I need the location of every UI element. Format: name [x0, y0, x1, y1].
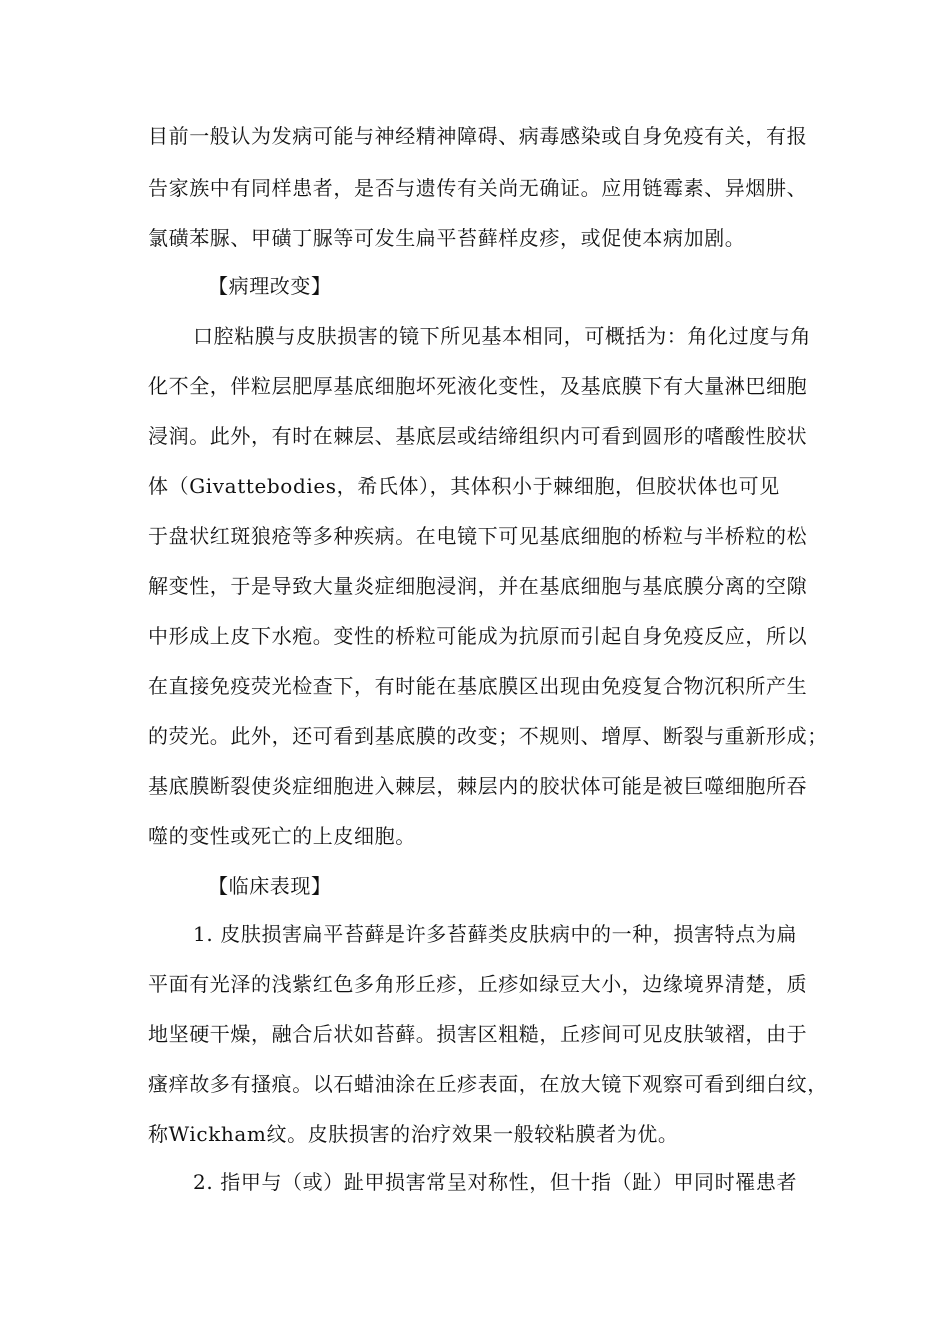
text-line: 基底膜断裂使炎症细胞进入棘层，棘层内的胶状体可能是被巨噬细胞所吞 — [148, 774, 808, 798]
text-line: 瘙痒故多有搔痕。以石蜡油涂在丘疹表面，在放大镜下观察可看到细白纹， — [148, 1072, 828, 1096]
text-line: 称Wickham纹。皮肤损害的治疗效果一般较粘膜者为优。 — [148, 1122, 679, 1146]
text-line: 告家族中有同样患者，是否与遗传有关尚无确证。应用链霉素、异烟肼、 — [148, 176, 808, 200]
section-heading-clinical: 【临床表现】 — [208, 874, 332, 898]
text-line: 解变性，于是导致大量炎症细胞浸润，并在基底细胞与基底膜分离的空隙 — [148, 574, 808, 598]
text-line: 氯磺苯脲、甲磺丁脲等可发生扁平苔藓样皮疹，或促使本病加剧。 — [148, 226, 746, 250]
text-line: 体（Givattebodies，希氏体），其体积小于棘细胞，但胶状体也可见 — [148, 474, 780, 498]
text-line: 平面有光泽的浅紫红色多角形丘疹，丘疹如绿豆大小，边缘境界清楚，质 — [148, 972, 808, 996]
text-line: 噬的变性或死亡的上皮细胞。 — [148, 824, 416, 848]
text-line: 目前一般认为发病可能与神经精神障碍、病毒感染或自身免疫有关，有报 — [148, 124, 808, 148]
section-heading-pathology: 【病理改变】 — [208, 274, 332, 298]
text-line: 化不全，伴粒层肥厚基底细胞坏死液化变性，及基底膜下有大量淋巴细胞 — [148, 374, 808, 398]
text-line: 浸润。此外，有时在棘层、基底层或结缔组织内可看到圆形的嗜酸性胶状 — [148, 424, 808, 448]
text-line: 在直接免疫荧光检查下，有时能在基底膜区出现由免疫复合物沉积所产生 — [148, 674, 808, 698]
text-line: 于盘状红斑狼疮等多种疾病。在电镜下可见基底细胞的桥粒与半桥粒的松 — [148, 524, 808, 548]
text-line: 的荧光。此外，还可看到基底膜的改变；不规则、增厚、断裂与重新形成； — [148, 724, 828, 748]
text-line: 2. 指甲与（或）趾甲损害常呈对称性，但十指（趾）甲同时罹患者 — [193, 1170, 798, 1194]
text-line: 中形成上皮下水疱。变性的桥粒可能成为抗原而引起自身免疫反应，所以 — [148, 624, 808, 648]
text-line: 地坚硬干燥，融合后状如苔藓。损害区粗糙，丘疹间可见皮肤皱褶，由于 — [148, 1022, 808, 1046]
text-line: 1. 皮肤损害扁平苔藓是许多苔藓类皮肤病中的一种，损害特点为扁 — [193, 922, 798, 946]
text-line: 口腔粘膜与皮肤损害的镜下所见基本相同，可概括为：角化过度与角 — [193, 324, 811, 348]
